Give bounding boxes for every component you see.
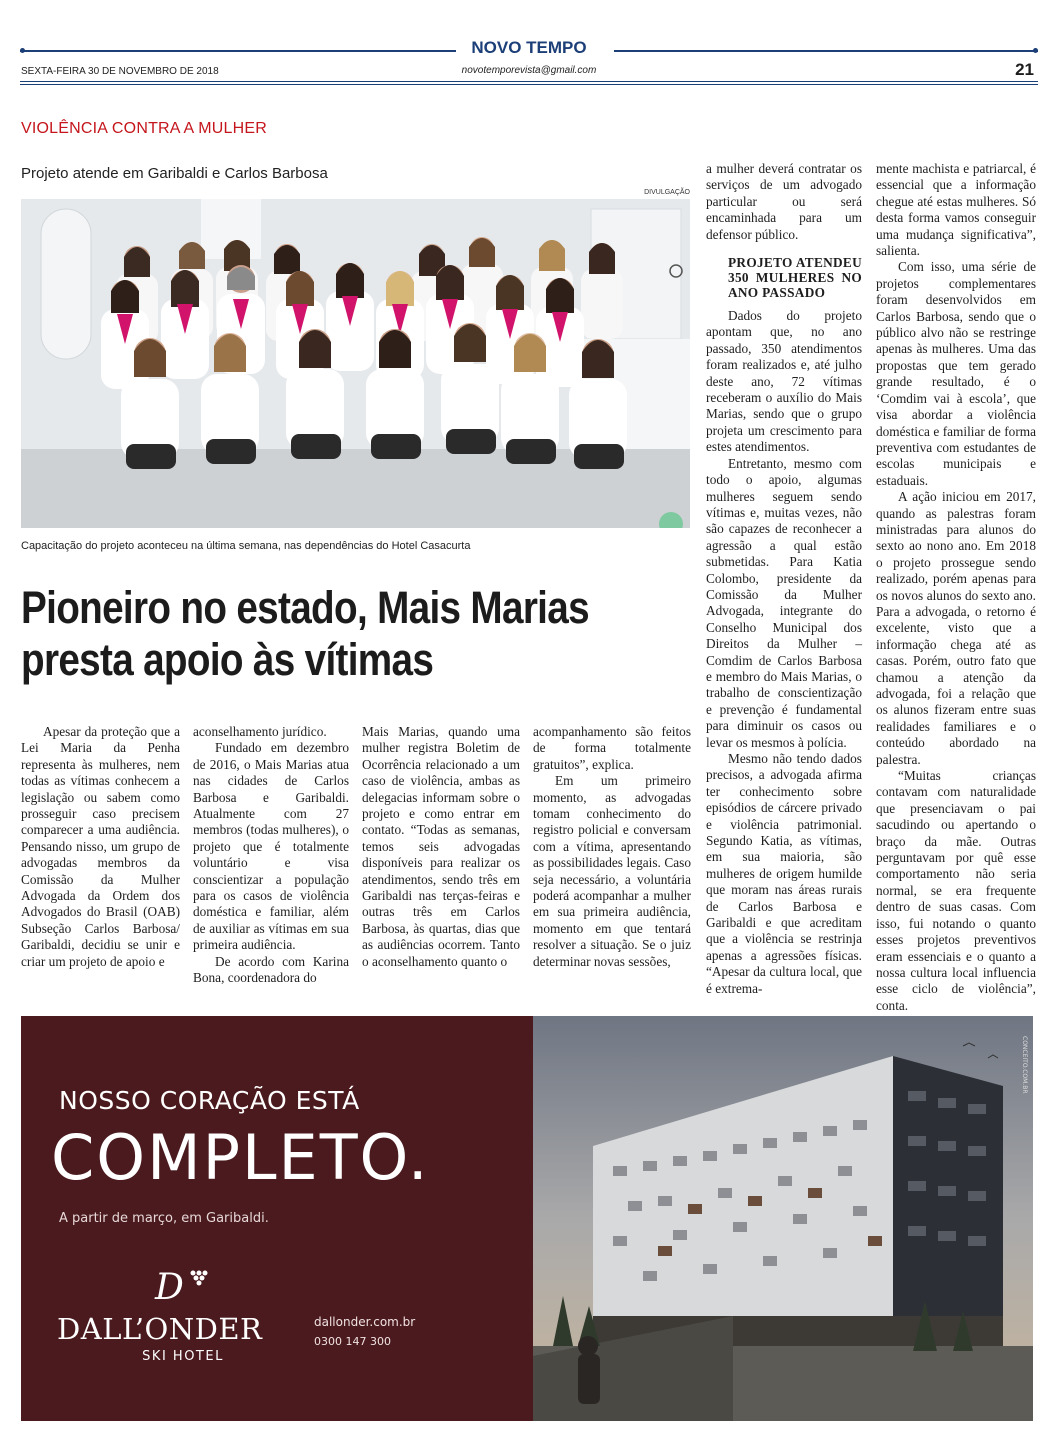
ad-subline: A partir de março, em Garibaldi.	[59, 1211, 269, 1226]
header-underline-2	[20, 84, 1038, 85]
paragraph: Com isso, uma série de projetos complementares foram desenvolvidos em Carlos Barbosa, sendo que o público alvo não se restringe apenas às mulheres. Uma das propostas que tem gerado grande resultado, é o ‘Comdim vai à escola’, que visa abordar a violência doméstica e familiar de forma preventiva com estudantes de escolas municipais e estaduais.	[876, 259, 1036, 488]
article-col-1	[21, 724, 180, 970]
header-underline	[20, 81, 1038, 82]
ad-website[interactable]: dallonder.com.br	[314, 1315, 416, 1329]
ad-phone: 0300 147 300	[314, 1335, 391, 1348]
issue-date: SEXTA-FEIRA 30 DE NOVEMBRO DE 2018	[21, 66, 219, 77]
article-col-3	[362, 724, 520, 970]
group-photo-illustration	[21, 199, 690, 528]
photo-credit: DIVULGAÇÃO	[644, 189, 690, 196]
paragraph: mente machista e patriarcal, é essencial que a informação chegue até estas mulheres. Só desta forma vamos conseguir uma mudança significativa”, salienta.	[876, 161, 1036, 259]
ad-agency-credit: CONCEITO.COM.BR	[1021, 1036, 1028, 1094]
ad-headline: COMPLETO.	[51, 1121, 430, 1194]
section-label: VIOLÊNCIA CONTRA A MULHER	[21, 120, 267, 137]
article-col-2	[193, 724, 349, 987]
article-col-6	[876, 161, 1036, 1014]
group-photo	[21, 199, 690, 528]
paragraph: Mais Marias, quando uma mulher registra Boletim de Ocorrência relacionado a um caso de violência, ambas as delegacias informam sobre o projeto e como entrar em contato. “Todas as semanas, temos seis advogadas disponíveis para realizar os atendimentos, sendo três em Garibaldi nas terças-feiras e outras três em Carlos Barbosa, às quartas, dias que as audiências ocorrem. Tanto o aconselhamento quanto o	[362, 724, 520, 969]
paragraph: acompanhamento são feitos de forma totalmente gratuitos”, explica.	[533, 724, 691, 772]
page-number: 21	[1015, 60, 1034, 79]
kicker: Projeto atende em Garibaldi e Carlos Barbosa	[21, 165, 328, 182]
svg-text:D: D	[155, 1267, 184, 1308]
paragraph: “Muitas crianças contavam com naturalidade que presenciavam o pai sacudindo ou apertando o braço da mãe. Outras perguntavam por quê esse comportamento não seria normal, se era frequente dentro de suas casas. Com isso, fui notando o quanto esses projetos preventivos eram essenciais e o quanto a nossa cultura local influencia esse ciclo de violência”, conta.	[876, 768, 1036, 1013]
hotel-building-illustration	[533, 1016, 1033, 1421]
contact-email[interactable]: novotemporevista@gmail.com	[461, 65, 597, 76]
paragraph: Fundado em dezembro de 2016, o Mais Marias atua nas cidades de Carlos Barbosa e Garibaldi. Atualmente com 27 membros (todas mulheres), o projeto que é totalmente voluntário e visa conscientizar a população para os casos de violência doméstica e familiar, além de auxiliar as vítimas em sua primeira audiência.	[193, 740, 349, 953]
paragraph: Dados do projeto apontam que, no ano passado, 350 atendimentos foram realizados e, até julho deste ano, 72 vítimas receberam o auxílio do Mais Marias, sendo que o grupo projeta um crescimento para estes atendimentos.	[706, 308, 862, 455]
paragraph: Entretanto, mesmo com todo o apoio, algumas mulheres seguem sendo vítimas e, muitas vezes, não são capazes de reconhecer a agressão a qual estão submetidas. Para Katia Colombo, presidente da Comissão da Mulher Advogada, integrante do Conselho Municipal dos Direitos da Mulher – Comdim de Carlos Barbosa e membro do Mais Marias, o trabalho de conscientização e prevenção é fundamental para diminuir os casos ou levar os mesmos à polícia.	[706, 455, 862, 750]
paragraph: Apesar da proteção que a Lei Maria da Penha representa às mulheres, nem todas as vítimas conhecem a legislação ou sabem como prosseguir caso precisem comparecer a uma audiência. Pensando nisso, um grupo de advogadas membros da Comissão da Mulher Advogada da Ordem dos Advogados do Brasil (OAB) Subseção Carlos Barbosa/ Garibaldi, decidiu se unir e criar um projeto de apoio e	[21, 724, 180, 969]
photo-caption: Capacitação do projeto aconteceu na última semana, nas dependências do Hotel Casacurta	[21, 540, 471, 552]
header-dot-right	[1033, 48, 1038, 53]
paragraph: De acordo com Karina Bona, coordenadora do	[193, 953, 349, 986]
article-col-4	[533, 724, 691, 970]
hotel-rendering	[533, 1016, 1033, 1421]
article-col-5	[706, 161, 862, 997]
paragraph: aconselhamento jurídico.	[193, 724, 327, 739]
ad-tagline: NOSSO CORAÇÃO ESTÁ	[59, 1086, 360, 1115]
ad-brand-logo: DALL’ONDER	[57, 1312, 263, 1346]
subheading: PROJETO ATENDEU 350 MULHERES NO ANO PASSADO	[728, 255, 862, 301]
hotel-advertisement[interactable]	[21, 1016, 1033, 1421]
ad-brand-sub: SKI HOTEL	[142, 1349, 224, 1364]
grape-logo-icon	[151, 1261, 211, 1311]
paragraph: Mesmo não tendo dados precisos, a advogada afirma ter conhecimento sobre episódios de cárcere privado e violência patrimonial. Segundo Katia, as vítimas, em sua maioria, são mulheres de origem humilde que moram nas áreas rurais de Carlos Barbosa e Garibaldi e que acreditam que a violência se restrinja apenas a agressões físicas. “Apesar da cultura local, que é extrema-	[706, 751, 862, 996]
paragraph: a mulher deverá contratar os serviços de um advogado particular ou será encaminhada para um defensor público.	[706, 161, 862, 242]
paragraph: A ação iniciou em 2017, quando as palestras foram ministradas para alunos do sexto ao nono ano. Em 2018 o projeto prossegue sendo realizado, porém apenas para os novos alunos do sexto ano. Para a advogada, o retorno é excelente, visto que a informação chega até as casas. Porém, outro fato que chamou a atenção da advogada, foi a relação que os alunos fizeram entre suas realidades familiares e o conteúdo abordado na palestra.	[876, 489, 1036, 767]
paragraph: Em um primeiro momento, as advogadas tomam conhecimento do registro policial e conversam com a vítima, apresentando as possibilidades legais. Caso seja necessário, a voluntária poderá acompanhar a mulher em sua primeira audiência, momento em que tentará resolver a situação. Se o juiz determinar novas sessões,	[533, 773, 691, 969]
masthead-brand: NOVO TEMPO	[471, 38, 587, 57]
header-rule-right	[614, 50, 1038, 52]
headline: Pioneiro no estado, Mais Marias presta apoio às vítimas	[21, 582, 589, 685]
